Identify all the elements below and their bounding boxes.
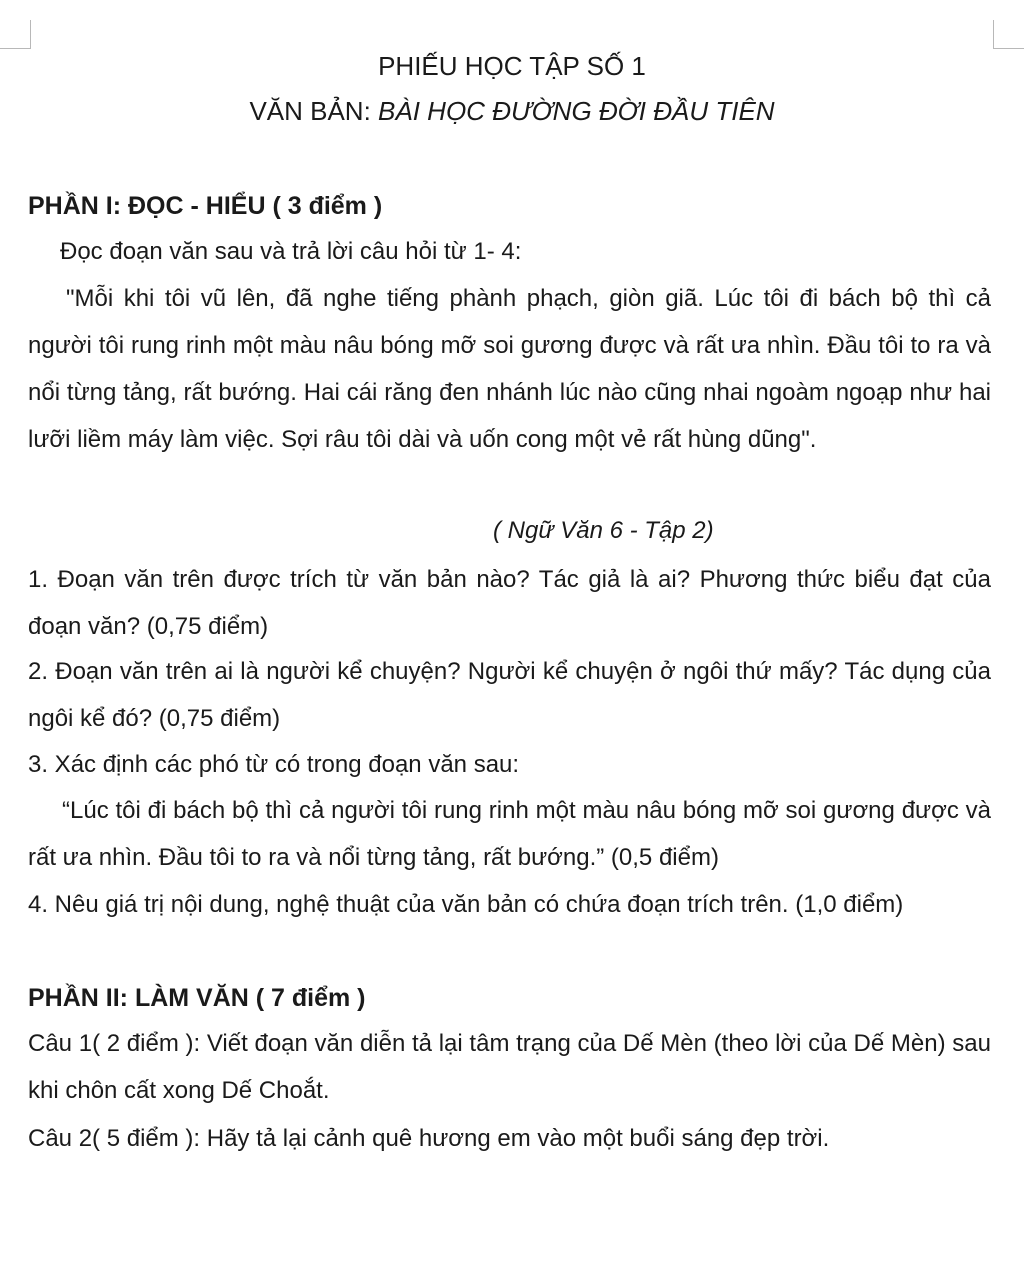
part1-heading: PHẦN I: ĐỌC - HIỂU ( 3 điểm ) xyxy=(28,192,383,220)
question-3: 3. Xác định các phó từ có trong đoạn văn sau: xyxy=(28,751,520,778)
question-4: 4. Nêu giá trị nội dung, nghệ thuật của văn bản có chứa đoạn trích trên. (1,0 điểm) xyxy=(28,891,904,918)
worksheet-subtitle xyxy=(0,93,1024,129)
worksheet-title: PHIẾU HỌC TẬP SỐ 1 xyxy=(378,51,646,81)
page-corner-mark-right xyxy=(993,20,1024,49)
part1-instruction: Đọc đoạn văn sau và trả lời câu hỏi từ 1- 4: xyxy=(60,238,522,265)
page-corner-mark-left xyxy=(0,20,31,49)
part2-heading: PHẦN II: LÀM VĂN ( 7 điểm ) xyxy=(28,984,366,1012)
question-3-quote: “Lúc tôi đi bách bộ thì cả người tôi rung rinh một màu nâu bóng mỡ soi gương được và rất ưa nhìn. Đầu tôi to ra và nổi từng tảng, rất bướng.” (0,5 điểm) xyxy=(28,797,991,871)
reading-passage: "Mỗi khi tôi vũ lên, đã nghe tiếng phành phạch, giòn giã. Lúc tôi đi bách bộ thì cả người tôi rung rinh một màu nâu bóng mỡ soi gương được và rất ưa nhìn. Đầu tôi to ra và nổi từng tảng, rất bướng. Hai cái răng đen nhánh lúc nào cũng nhai ngoàm ngoạp như hai lưỡi liềm máy làm việc. Sợi râu tôi dài và uốn cong một vẻ rất hùng dũng". xyxy=(28,285,991,453)
subtitle-prefix: VĂN BẢN: xyxy=(249,96,379,126)
question-2: 2. Đoạn văn trên ai là người kể chuyện? Người kể chuyện ở ngôi thứ mấy? Tác dụng của ngôi kể đó? (0,75 điểm) xyxy=(28,658,991,732)
passage-source: ( Ngữ Văn 6 - Tập 2) xyxy=(493,517,714,544)
essay-question-1: Câu 1( 2 điểm ): Viết đoạn văn diễn tả lại tâm trạng của Dế Mèn (theo lời của Dế Mèn) sau khi chôn cất xong Dế Choắt. xyxy=(28,1030,991,1104)
subtitle-work-name: BÀI HỌC ĐƯỜNG ĐỜI ĐẦU TIÊN xyxy=(378,96,775,126)
essay-question-2: Câu 2( 5 điểm ): Hãy tả lại cảnh quê hương em vào một buổi sáng đẹp trời. xyxy=(28,1125,830,1152)
question-1: 1. Đoạn văn trên được trích từ văn bản nào? Tác giả là ai? Phương thức biểu đạt của đoạn văn? (0,75 điểm) xyxy=(28,566,991,640)
